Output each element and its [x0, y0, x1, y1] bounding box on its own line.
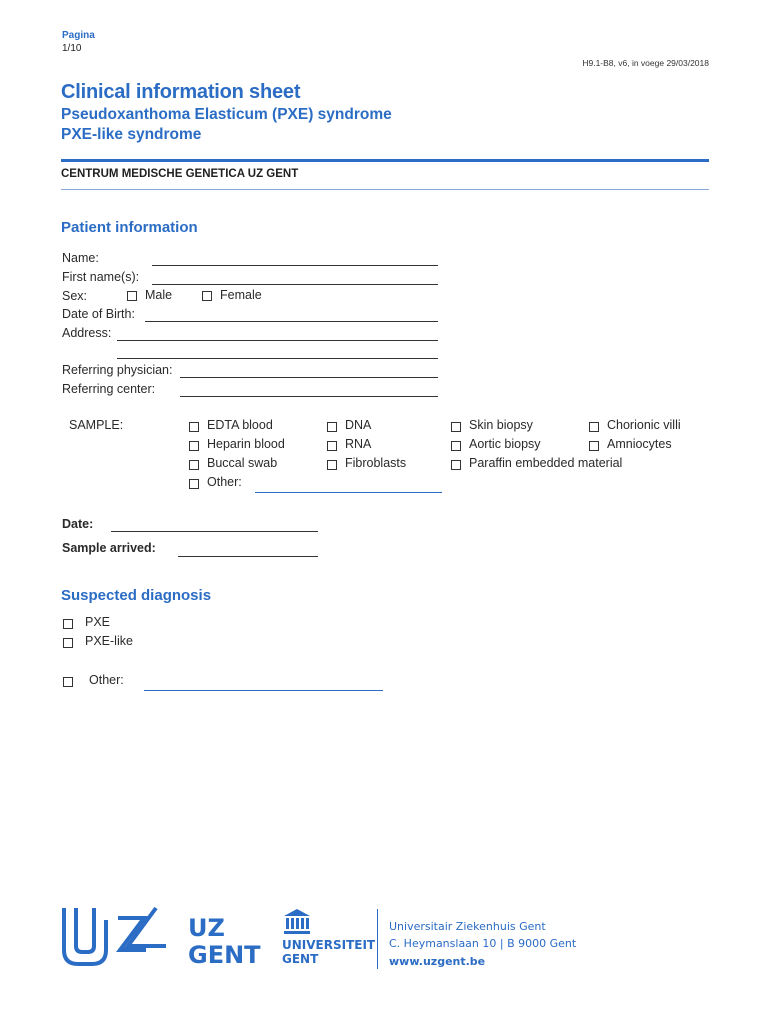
referring-physician-field[interactable]	[180, 377, 438, 378]
diagnosis-other-field[interactable]	[144, 690, 383, 691]
sample-dna-label: DNA	[345, 418, 372, 432]
sample-chorionic-checkbox[interactable]	[589, 422, 599, 432]
referring-physician-label: Referring physician:	[62, 363, 173, 377]
date-field[interactable]	[111, 531, 318, 532]
diagnosis-pxe-like-checkbox[interactable]	[63, 638, 73, 648]
hospital-website-link[interactable]: www.uzgent.be	[389, 955, 486, 968]
date-label: Date:	[62, 517, 94, 531]
diagnosis-pxe-like-label: PXE-like	[85, 634, 133, 648]
uz-gent-logo	[62, 906, 172, 966]
sample-edta-label: EDTA blood	[207, 418, 273, 432]
first-names-field[interactable]	[152, 284, 438, 285]
sex-female-label: Female	[220, 288, 262, 302]
sample-arrived-label: Sample arrived:	[62, 541, 156, 555]
diagnosis-pxe-checkbox[interactable]	[63, 619, 73, 629]
ugent-logo-text-1: UNIVERSITEIT	[282, 938, 376, 952]
sample-amniocytes-checkbox[interactable]	[589, 441, 599, 451]
sample-skin-biopsy-checkbox[interactable]	[451, 422, 461, 432]
sample-other-field[interactable]	[255, 492, 442, 493]
referring-center-field[interactable]	[180, 396, 438, 397]
sample-rna-label: RNA	[345, 437, 372, 451]
page-subtitle-pxe-like: PXE-like syndrome	[61, 126, 202, 143]
sample-dna-checkbox[interactable]	[327, 422, 337, 432]
footer-divider	[377, 909, 378, 969]
document-version: H9.1-B8, v6, in voege 29/03/2018	[582, 58, 709, 68]
sample-amniocytes-label: Amniocytes	[607, 437, 672, 451]
sample-edta-checkbox[interactable]	[189, 422, 199, 432]
sex-female-checkbox[interactable]	[202, 291, 212, 301]
page-number: 1/10	[62, 43, 82, 54]
sex-label: Sex:	[62, 289, 88, 303]
sample-buccal-checkbox[interactable]	[189, 460, 199, 470]
diagnosis-other-label: Other:	[89, 673, 124, 687]
ugent-logo-text-2: GENT	[282, 952, 319, 966]
sample-other-label: Other:	[207, 475, 242, 489]
sample-fibroblasts-label: Fibroblasts	[345, 456, 407, 470]
sample-buccal-label: Buccal swab	[207, 456, 278, 470]
suspected-diagnosis-heading: Suspected diagnosis	[61, 587, 212, 604]
sample-fibroblasts-checkbox[interactable]	[327, 460, 337, 470]
organization-divider	[61, 189, 709, 190]
sample-arrived-field[interactable]	[178, 556, 318, 557]
sex-male-checkbox[interactable]	[127, 291, 137, 301]
sample-heparin-label: Heparin blood	[207, 437, 285, 451]
sex-male-label: Male	[145, 288, 173, 302]
hospital-name: Universitair Ziekenhuis Gent	[389, 920, 546, 933]
sample-aortic-biopsy-label: Aortic biopsy	[469, 437, 541, 451]
first-names-label: First name(s):	[62, 270, 140, 284]
address-field-line-2[interactable]	[117, 358, 438, 359]
referring-center-label: Referring center:	[62, 382, 156, 396]
patient-information-heading: Patient information	[61, 219, 198, 236]
sample-label: SAMPLE:	[69, 418, 124, 432]
uz-logo-text-1: UZ	[188, 914, 225, 942]
address-label: Address:	[62, 326, 112, 340]
page-subtitle-pxe: Pseudoxanthoma Elasticum (PXE) syndrome	[61, 106, 392, 123]
sample-chorionic-label: Chorionic villi	[607, 418, 681, 432]
organization-name: CENTRUM MEDISCHE GENETICA UZ GENT	[61, 168, 299, 180]
uz-logo-mark-icon	[62, 906, 172, 966]
address-field-line-1[interactable]	[117, 340, 438, 341]
university-building-icon	[282, 907, 312, 935]
diagnosis-pxe-label: PXE	[85, 615, 111, 629]
title-divider	[61, 159, 709, 162]
page-title: Clinical information sheet	[61, 81, 301, 103]
sample-heparin-checkbox[interactable]	[189, 441, 199, 451]
sample-aortic-biopsy-checkbox[interactable]	[451, 441, 461, 451]
hospital-address: C. Heymanslaan 10 | B 9000 Gent	[389, 937, 577, 950]
sample-paraffin-label: Paraffin embedded material	[469, 456, 623, 470]
sample-other-checkbox[interactable]	[189, 479, 199, 489]
sample-paraffin-checkbox[interactable]	[451, 460, 461, 470]
diagnosis-other-checkbox[interactable]	[63, 677, 73, 687]
name-field[interactable]	[152, 265, 438, 266]
sample-skin-biopsy-label: Skin biopsy	[469, 418, 533, 432]
page-label: Pagina	[62, 30, 95, 41]
date-of-birth-label: Date of Birth:	[62, 307, 135, 321]
uz-logo-text-2: GENT	[188, 941, 261, 969]
sample-rna-checkbox[interactable]	[327, 441, 337, 451]
name-label: Name:	[62, 251, 99, 265]
date-of-birth-field[interactable]	[145, 321, 438, 322]
